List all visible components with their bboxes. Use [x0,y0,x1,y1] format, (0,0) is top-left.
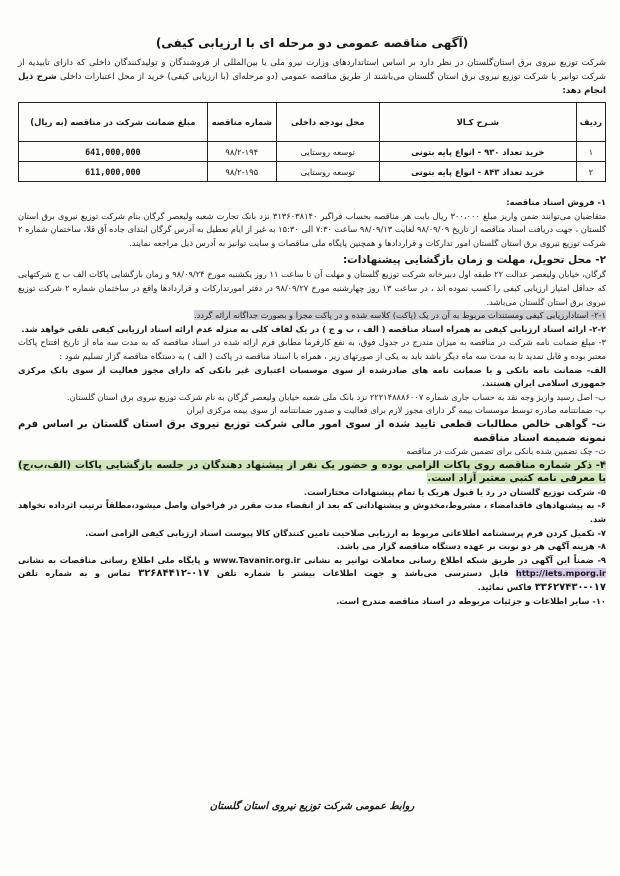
intro-text: شرکت توزیع نیروی برق استان‌گلستان در نظر دارد بر اساس استانداردهای وزارت نیرو ملی یا بین‌المللی از فروشندگان و تولیدکنندگان داخلی که دارای تاییدیه از شرکت توانیر یا شرکت توزیع نیروی برق استان گلستان می‌باشند از طریق مناقصه عمومی (دو مرحله‌ای (با ارزیابی کیفی) خرید از محل اعتبارات داخلی [18,58,606,82]
table-row [19,142,606,162]
tavanir-link[interactable]: www.Tavanir.org.ir [212,554,301,565]
section-2-heading: ۲- محل تحویل، مهلت و زمان بازگشایی پیشنهادات: [342,254,606,267]
section-3-b: ب- اصل رسید واریز وجه نقد به حساب جاری شماره ۲۲۲۱۴۸۸۸۶۰۰۷ نزد بانک ملی شعبه خیابان ولیعصر گرگان به نام شرکت توزیع نیروی برق استان گلستان. [66,391,606,402]
iets-link[interactable]: http://iets.mporg.ir [515,568,607,579]
section-3-t: ت- گواهی خالص مطالبات قطعی تایید شده از سوی امور مالی شرکت توزیع نیروی برق استان گلستان بر اساس فرم نمونه ضمیمه اسناد مناقصه [18,418,606,444]
cell-item-description: خرید تعداد ۸۴۳ - انواع پایه بتونی [379,162,576,182]
cell-tender-number: ۹۸/۲-۱۹۴ [207,142,276,162]
section-3: ۳- مبلغ ضمانت نامه شرکت در مناقصه به میزان مندرج در جدول فوق، به نفع کارفرما مطابق فرم ارائه شده در اسناد مناقصه که به مدت سه ماه از تاریخ افتتاح پاکات معتبر بوده و قابل تمدید تا به مدت سه ماه دیگر باشد باید به یکی از صورتهای زیر ، همراه با اسناد مناقصه در پاکت ( الف ) به دستگاه مناقصه گزار تسلیم شود : [18,337,606,361]
cell-guarantee-amount: 611,000,000 [19,162,208,182]
items-table [18,102,606,182]
section-9-d: تماس و به شماره تلفن [18,568,131,579]
cell-row-number: ۲ [576,162,605,182]
section-1 [18,196,606,210]
fax-number: ۰۱۷-۳۳۶۲۷۴۳۰ [534,582,606,594]
section-1-text: متقاضیان می‌توانند ضمن واریز مبلغ ۳۰۰،۰۰۰ ریال بابت هر مناقصه بحساب فراگیر ۳۱۳۶۰۳۸۱۴۰ نزد بانک تجارت شعبه ولیعصر گرگان بنام شرکت توزیع نیروی برق استان گلستان ، جهت دریافت اسناد مناقصه از تاریخ ۹۸/۰۹/۰۹ لغایت ۹۸/۰۹/۱۳ ساعت ۷:۳۰ الی ۱۵:۳۰ به غیر از ایام تعطیل به آدرس گرگان ابتدای جاده آق قلا، ساختمان شماره ۲ شرکت توزیع نیروی برق استان گلستان امور تدارکات و قراردادها و همچنین پایگاه ملی مناقصات و سایت توانیر به آدرس ذیل مراجعه نمایند. [18,210,606,248]
section-2-text: گرگان، خیابان ولیعصر عدالت ۲۲ طبقه اول دبیرخانه شرکت توزیع گلستان و مهلت آن تا ساعت ۱۱ روز یکشنبه مورخ ۹۸/۰۹/۲۴ و زمان بازگشایی پاکات الف ب ج شرکتهایی که حداقل امتیاز ارزیابی کیفی را کسب نموده اند ، در ساعت ۱۳ روز چهارشنبه مورخ ۹۸/۰۹/۲۷ در دفتر امورتدارکات و قراردادها واقع در ساختمان شماره ۲ شرکت توزیع نیروی برق استان گلستان می‌باشد. [18,269,606,307]
table-row [19,162,606,182]
section-7: ۷- تکمیل کردن فرم پرسشنامه اطلاعاتی مربوط به ارزیابی صلاحیت تامین کنندگان کالا پیوست اسناد ارزیابی کیفی الزامی است. [85,527,606,538]
header-item-description: شـرح کـالا [379,103,576,142]
cell-budget: توسعه روستایی [276,162,379,182]
notice-title: (آگهی مناقصه عمومی دو مرحله ای با ارزیابی کیفی) [155,36,469,50]
cell-tender-number: ۹۸/۲-۱۹۵ [207,162,276,182]
section-1-heading: ۱- فروش اسناد مناقصه: [506,197,606,207]
section-10: ۱۰- سایر اطلاعات و جزئیات مربوطه در اسناد مناقصه مندرج است. [336,595,606,606]
cell-row-number: ۱ [576,142,605,162]
footer-signature: روابط عمومی شرکت توزیع نیروی استان گلستان [209,801,415,812]
header-budget: محل بودجه داخلی [276,103,379,142]
section-3-th: ث- چک تضمین شده بانکی برای تضمین شرکت در مناقصه [406,446,606,457]
cell-guarantee-amount: 641,000,000 [19,142,208,162]
section-3-p: پ- ضمانتنامه صادره توسط موسسات بیمه گر دارای مجوز لازم برای فعالیت و صدور ضمانتنامه از سوی بیمه مرکزی ایران [186,405,606,416]
section-6: ۶- به پیشنهادهای فاقدامضاء ، مشروط،مخدوش و پیشنهاداتی که بعد از انقضاء مدت مقرر در فراخوان واصل میشود،مطلقاً ترتیب اثرداده نخواهد شد. [18,500,606,525]
section-4: ۴- ذکر شماره مناقصه روی پاکات الزامی بوده و حضور یک نفر از پیشنهاد دهندگان در جلسه بازگشایی پاکات (الف،ب،ج) با معرفی نامه کتبی معتبر آزاد است. [18,459,606,485]
table-header-row [19,103,606,142]
header-row-number: ردیف [576,103,605,142]
section-2-2: ۲-۲- ارائه اسناد ارزیابی کیفی به همراه اسناد مناقصه ( الف ، ب و ج ) در یک لفاف کلی به منزله عدم ارائه اسناد ارزیابی کیفی تلقی خواهد شد. [21,323,606,334]
phone-number: ۰۱۷-۳۲۶۸۴۴۱۲ [138,568,210,580]
intro-bold: شرح ذیل انجام دهد: [18,72,606,96]
section-9-b: و پایگاه ملی اطلاع رسانی مناقصات به نشانی [18,554,210,565]
section-2-1: ۲-۱- استادارزیابی کیفی ومستندات مربوط به آن در یک (پاکت) کلاسه شده و در پاکت مجزا و بصورت جداگانه ارائه گردد. [193,310,606,321]
intro-paragraph [18,56,606,98]
section-3-a: الف- ضمانت نامه بانکی و یا ضمانت نامه های صادرشده از سوی موسسات اعتباری غیر بانکی که دارای مجوز فعالیت از سوی بانک مرکزی جمهوری اسلامی ایران هستند. [18,364,606,389]
header-tender-number: شماره مناقصه [207,103,276,142]
tender-notice [18,36,606,856]
section-5: ۵- شرکت توزیع گلستان در رد یا قبول هریک یا تمام پیشنهادات مختاراست. [303,486,606,497]
section-8: ۸- هزینه آگهی هر دو نوبت بر عهده دستگاه مناقصه گزار می باشد. [336,541,606,552]
section-9-e: فاکس نمائید. [477,582,532,593]
cell-budget: توسعه روستایی [276,142,379,162]
header-guarantee-amount: مبلغ ضمانت شرکت در مناقصه (به ریال) [19,103,208,142]
section-9 [18,554,606,595]
section-9-c: قابل دسترسی می‌باشد و جهت اطلاعات بیشتر با شماره تلفن [216,568,509,579]
section-9-a: ۹- ضمناً این آگهی در طریق شبکه اطلاع رسانی معاملات توانیر به نشانی [304,554,606,565]
cell-item-description: خرید تعداد ۹۳۰ - انواع پایه بتونی [379,142,576,162]
